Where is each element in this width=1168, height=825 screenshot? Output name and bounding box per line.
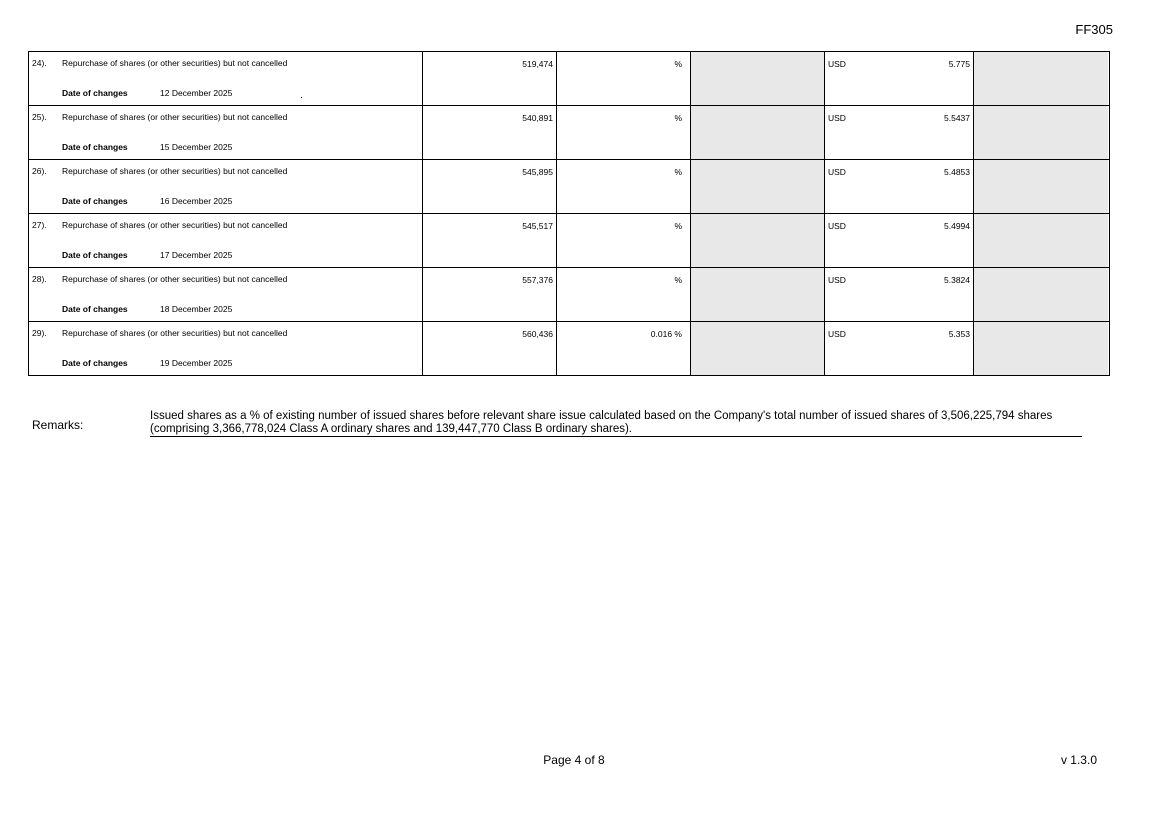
share-number: 540,891 (522, 113, 553, 123)
table-row (29, 160, 1109, 214)
form-code: FF305 (1075, 22, 1113, 37)
table-row (29, 268, 1109, 322)
percent-cell (557, 52, 691, 105)
price-cell (825, 52, 974, 105)
number-cell (423, 268, 557, 321)
row-description: Repurchase of shares (or other securities) but not cancelled (62, 220, 288, 230)
percent-value: 0.016 % (650, 329, 682, 339)
table-row (29, 52, 1109, 106)
description-cell (29, 106, 423, 159)
price-value: 5.4853 (944, 167, 970, 177)
share-number: 557,376 (522, 275, 553, 285)
shaded-cell (974, 52, 1108, 105)
price-value: 5.3824 (944, 275, 970, 285)
price-cell (825, 268, 974, 321)
shaded-cell (691, 214, 825, 267)
remarks-text: Issued shares as a % of existing number of issued shares before relevant share issue calculated based on the Company's total number of issued shares of 3,506,225,794 shares (comprising 3,366,778,024 Class A ordinary shares and 139,447,770 Class B ordinary shares). (150, 410, 1082, 437)
shaded-cell (691, 160, 825, 213)
row-description: Repurchase of shares (or other securities) but not cancelled (62, 112, 288, 122)
number-cell (423, 160, 557, 213)
price-value: 5.4994 (944, 221, 970, 231)
date-label: Date of changes (62, 304, 128, 314)
row-description: Repurchase of shares (or other securities) but not cancelled (62, 58, 288, 68)
date-label: Date of changes (62, 250, 128, 260)
percent-value: % (674, 167, 682, 177)
description-cell (29, 268, 423, 321)
share-changes-table (28, 51, 1110, 376)
table-row (29, 106, 1109, 160)
price-value: 5.5437 (944, 113, 970, 123)
price-cell (825, 160, 974, 213)
percent-value: % (674, 113, 682, 123)
row-index: 28). (32, 274, 47, 284)
price-cell (825, 106, 974, 159)
row-description: Repurchase of shares (or other securities) but not cancelled (62, 328, 288, 338)
date-value: 18 December 2025 (160, 304, 233, 314)
stray-dot (301, 97, 302, 98)
date-value: 19 December 2025 (160, 358, 233, 368)
date-value: 16 December 2025 (160, 196, 233, 206)
date-label: Date of changes (62, 88, 128, 98)
row-index: 27). (32, 220, 47, 230)
row-index: 24). (32, 58, 47, 68)
percent-value: % (674, 221, 682, 231)
description-cell (29, 160, 423, 213)
number-cell (423, 106, 557, 159)
price-cell (825, 214, 974, 267)
date-label: Date of changes (62, 142, 128, 152)
shaded-cell (691, 52, 825, 105)
percent-cell (557, 322, 691, 375)
percent-cell (557, 160, 691, 213)
row-index: 25). (32, 112, 47, 122)
number-cell (423, 214, 557, 267)
price-value: 5.775 (948, 59, 970, 69)
shaded-cell (691, 106, 825, 159)
price-cell (825, 322, 974, 375)
currency: USD (828, 275, 846, 285)
row-description: Repurchase of shares (or other securities) but not cancelled (62, 166, 288, 176)
description-cell (29, 52, 423, 105)
currency: USD (828, 221, 846, 231)
description-cell (29, 214, 423, 267)
shaded-cell (691, 268, 825, 321)
number-cell (423, 322, 557, 375)
date-label: Date of changes (62, 196, 128, 206)
percent-cell (557, 106, 691, 159)
table-row (29, 322, 1109, 376)
date-value: 17 December 2025 (160, 250, 233, 260)
shaded-cell (974, 106, 1108, 159)
number-cell (423, 52, 557, 105)
shaded-cell (974, 214, 1108, 267)
currency: USD (828, 113, 846, 123)
share-number: 519,474 (522, 59, 553, 69)
date-value: 12 December 2025 (160, 88, 233, 98)
share-number: 560,436 (522, 329, 553, 339)
shaded-cell (974, 268, 1108, 321)
currency: USD (828, 329, 846, 339)
percent-cell (557, 214, 691, 267)
date-value: 15 December 2025 (160, 142, 233, 152)
price-value: 5.353 (948, 329, 970, 339)
date-label: Date of changes (62, 358, 128, 368)
row-index: 26). (32, 166, 47, 176)
row-description: Repurchase of shares (or other securities) but not cancelled (62, 274, 288, 284)
shaded-cell (974, 160, 1108, 213)
currency: USD (828, 59, 846, 69)
share-number: 545,517 (522, 221, 553, 231)
remarks-label: Remarks: (32, 418, 84, 432)
share-number: 545,895 (522, 167, 553, 177)
percent-cell (557, 268, 691, 321)
page-number: Page 4 of 8 (543, 753, 605, 767)
row-index: 29). (32, 328, 47, 338)
percent-value: % (674, 275, 682, 285)
description-cell (29, 322, 423, 375)
percent-value: % (674, 59, 682, 69)
version-label: v 1.3.0 (1060, 753, 1097, 767)
currency: USD (828, 167, 846, 177)
shaded-cell (974, 322, 1108, 375)
table-row (29, 214, 1109, 268)
shaded-cell (691, 322, 825, 375)
